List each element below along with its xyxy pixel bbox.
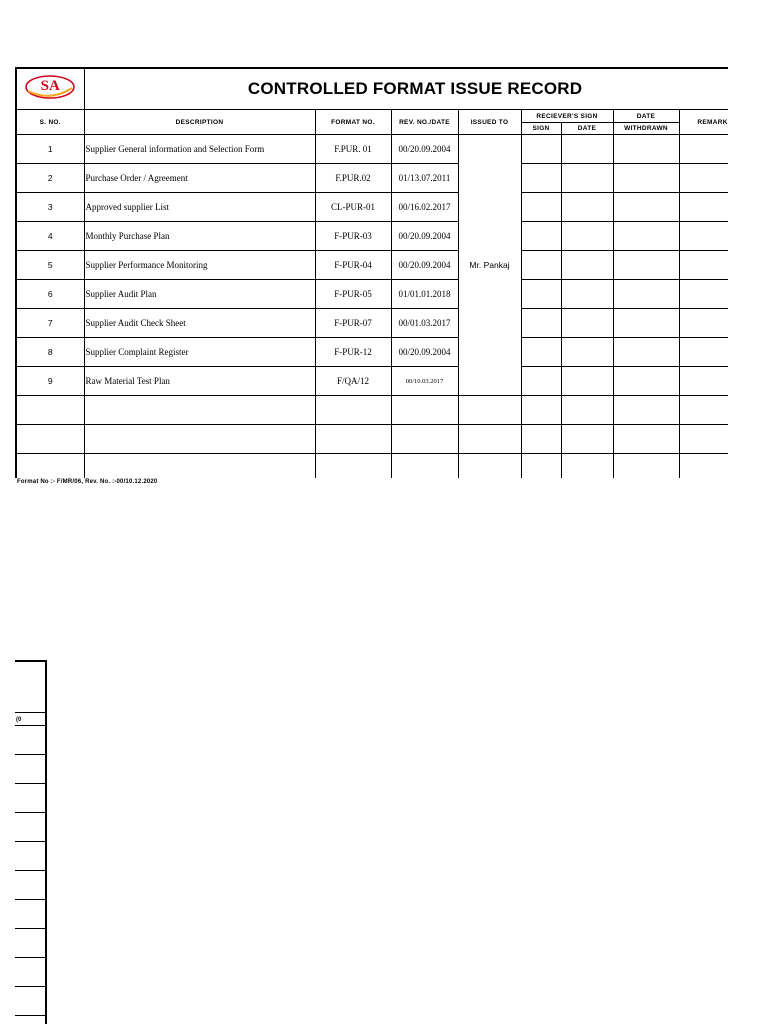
- cell-format-no: F-PUR-07: [315, 309, 391, 338]
- issue-record-table: [15, 67, 728, 478]
- cell-receiver-sign: [521, 367, 561, 396]
- cell-rev: 00/20.09.2004: [391, 338, 458, 367]
- empty-cell: [613, 396, 679, 425]
- cell-sno: 5: [16, 251, 84, 280]
- fragment-header-label: (0: [16, 717, 22, 723]
- empty-cell: [315, 425, 391, 454]
- cell-format-no: CL-PUR-01: [315, 193, 391, 222]
- cell-withdrawn: [613, 222, 679, 251]
- cell-receiver-date: [561, 309, 613, 338]
- cell-withdrawn: [613, 251, 679, 280]
- cell-format-no: F.PUR.02: [315, 164, 391, 193]
- cell-description: Approved supplier List: [84, 193, 315, 222]
- cell-remarks: [679, 135, 728, 164]
- next-page-table-fragment: [15, 660, 47, 1024]
- cell-remarks: [679, 193, 728, 222]
- cell-sno: 3: [16, 193, 84, 222]
- cell-description: Supplier Performance Monitoring: [84, 251, 315, 280]
- cell-receiver-sign: [521, 280, 561, 309]
- cell-withdrawn: [613, 280, 679, 309]
- cell-remarks: [679, 222, 728, 251]
- cell-receiver-sign: [521, 222, 561, 251]
- cell-receiver-date: [561, 251, 613, 280]
- cell-sno: 8: [16, 338, 84, 367]
- cell-withdrawn: [613, 367, 679, 396]
- cell-remarks: [679, 367, 728, 396]
- cell-receiver-date: [561, 164, 613, 193]
- fragment-row-line: [15, 712, 45, 713]
- fragment-row-line: [15, 986, 45, 987]
- cell-sno: 2: [16, 164, 84, 193]
- header-description: DESCRIPTION: [84, 110, 315, 135]
- cell-sno: 4: [16, 222, 84, 251]
- cell-description: Purchase Order / Agreement: [84, 164, 315, 193]
- empty-cell: [458, 396, 521, 425]
- cell-rev: 00/10.03.2017: [391, 367, 458, 396]
- fragment-top-border: [15, 660, 45, 662]
- table-row: [16, 193, 728, 222]
- cell-receiver-date: [561, 338, 613, 367]
- empty-cell: [458, 454, 521, 479]
- logo-cell: [16, 68, 84, 110]
- cell-withdrawn: [613, 309, 679, 338]
- cell-receiver-sign: [521, 309, 561, 338]
- empty-row: [16, 454, 728, 479]
- empty-cell: [679, 454, 728, 479]
- cell-format-no: F-PUR-12: [315, 338, 391, 367]
- cell-remarks: [679, 251, 728, 280]
- empty-row: [16, 425, 728, 454]
- cell-remarks: [679, 309, 728, 338]
- fragment-row-line: [15, 783, 45, 784]
- empty-cell: [561, 454, 613, 479]
- table-row: [16, 309, 728, 338]
- table-row: [16, 164, 728, 193]
- empty-cell: [391, 454, 458, 479]
- empty-cell: [315, 396, 391, 425]
- cell-remarks: [679, 338, 728, 367]
- cell-sno: 9: [16, 367, 84, 396]
- cell-format-no: F.PUR. 01: [315, 135, 391, 164]
- cell-sno: 7: [16, 309, 84, 338]
- empty-cell: [679, 425, 728, 454]
- table-row: [16, 338, 728, 367]
- header-receiver: RECIEVER'S SIGN: [521, 110, 613, 123]
- cell-withdrawn: [613, 193, 679, 222]
- cell-description: Supplier General information and Selection Form: [84, 135, 315, 164]
- empty-cell: [561, 396, 613, 425]
- cell-rev: 01/13.07.2011: [391, 164, 458, 193]
- header-format-no: FORMAT NO.: [315, 110, 391, 135]
- fragment-row-line: [15, 725, 45, 726]
- fragment-row-line: [15, 899, 45, 900]
- cell-description: Supplier Complaint Register: [84, 338, 315, 367]
- cell-receiver-date: [561, 280, 613, 309]
- cell-rev: 00/20.09.2004: [391, 135, 458, 164]
- fragment-row-line: [15, 812, 45, 813]
- empty-cell: [391, 396, 458, 425]
- fragment-row-line: [15, 754, 45, 755]
- table-row: [16, 135, 728, 164]
- company-logo: [24, 74, 76, 100]
- empty-cell: [521, 396, 561, 425]
- cell-format-no: F/QA/12: [315, 367, 391, 396]
- cell-rev: 00/01.03.2017: [391, 309, 458, 338]
- fragment-row-line: [15, 870, 45, 871]
- cell-sno: 6: [16, 280, 84, 309]
- empty-cell: [613, 454, 679, 479]
- header-issued-to: ISSUED TO: [458, 110, 521, 135]
- empty-row: [16, 396, 728, 425]
- cell-sno: 1: [16, 135, 84, 164]
- cell-rev: 00/20.09.2004: [391, 251, 458, 280]
- header-receiver-date: DATE: [561, 123, 613, 135]
- table-row: [16, 280, 728, 309]
- title-cell: [84, 68, 728, 110]
- empty-cell: [16, 425, 84, 454]
- cell-format-no: F-PUR-03: [315, 222, 391, 251]
- header-remarks: REMARK: [679, 110, 728, 135]
- cell-description: Monthly Purchase Plan: [84, 222, 315, 251]
- table-row: [16, 222, 728, 251]
- cell-format-no: F-PUR-05: [315, 280, 391, 309]
- empty-cell: [16, 454, 84, 479]
- issue-record-sheet: [15, 67, 728, 478]
- fragment-row-line: [15, 841, 45, 842]
- fragment-row-line: [15, 957, 45, 958]
- empty-cell: [679, 396, 728, 425]
- empty-cell: [84, 396, 315, 425]
- cell-receiver-date: [561, 193, 613, 222]
- cell-withdrawn: [613, 338, 679, 367]
- cell-receiver-sign: [521, 135, 561, 164]
- cell-remarks: [679, 164, 728, 193]
- cell-receiver-sign: [521, 338, 561, 367]
- cell-rev: 00/20.09.2004: [391, 222, 458, 251]
- header-date: DATE: [613, 110, 679, 123]
- cell-rev: 00/16.02.2017: [391, 193, 458, 222]
- empty-cell: [458, 425, 521, 454]
- cell-issued-to: Mr. Pankaj: [458, 135, 521, 396]
- empty-cell: [16, 396, 84, 425]
- cell-receiver-sign: [521, 164, 561, 193]
- cell-receiver-date: [561, 135, 613, 164]
- format-footer: Format No :- F/MR/06, Rev. No. :-00/10.12.2020: [17, 479, 158, 485]
- fragment-row-line: [15, 1015, 45, 1016]
- logo-text: SA: [40, 77, 60, 94]
- table-row: [16, 251, 728, 280]
- cell-rev: 01/01.01.2018: [391, 280, 458, 309]
- cell-receiver-date: [561, 367, 613, 396]
- empty-cell: [315, 454, 391, 479]
- empty-cell: [521, 454, 561, 479]
- header-sno: S. NO.: [16, 110, 84, 135]
- table-row: [16, 367, 728, 396]
- cell-withdrawn: [613, 135, 679, 164]
- cell-description: Supplier Audit Check Sheet: [84, 309, 315, 338]
- empty-cell: [561, 425, 613, 454]
- cell-withdrawn: [613, 164, 679, 193]
- empty-cell: [613, 425, 679, 454]
- cell-remarks: [679, 280, 728, 309]
- header-rev: REV. NO./DATE: [391, 110, 458, 135]
- cell-description: Supplier Audit Plan: [84, 280, 315, 309]
- cell-receiver-date: [561, 222, 613, 251]
- header-withdrawn: WITHDRAWN: [613, 123, 679, 135]
- header-receiver-sign: SIGN: [521, 123, 561, 135]
- page-title: CONTROLLED FORMAT ISSUE RECORD: [247, 79, 583, 98]
- empty-cell: [521, 425, 561, 454]
- empty-cell: [391, 425, 458, 454]
- empty-cell: [84, 454, 315, 479]
- cell-receiver-sign: [521, 251, 561, 280]
- cell-description: Raw Material Test Plan: [84, 367, 315, 396]
- fragment-row-line: [15, 928, 45, 929]
- cell-receiver-sign: [521, 193, 561, 222]
- cell-format-no: F-PUR-04: [315, 251, 391, 280]
- empty-cell: [84, 425, 315, 454]
